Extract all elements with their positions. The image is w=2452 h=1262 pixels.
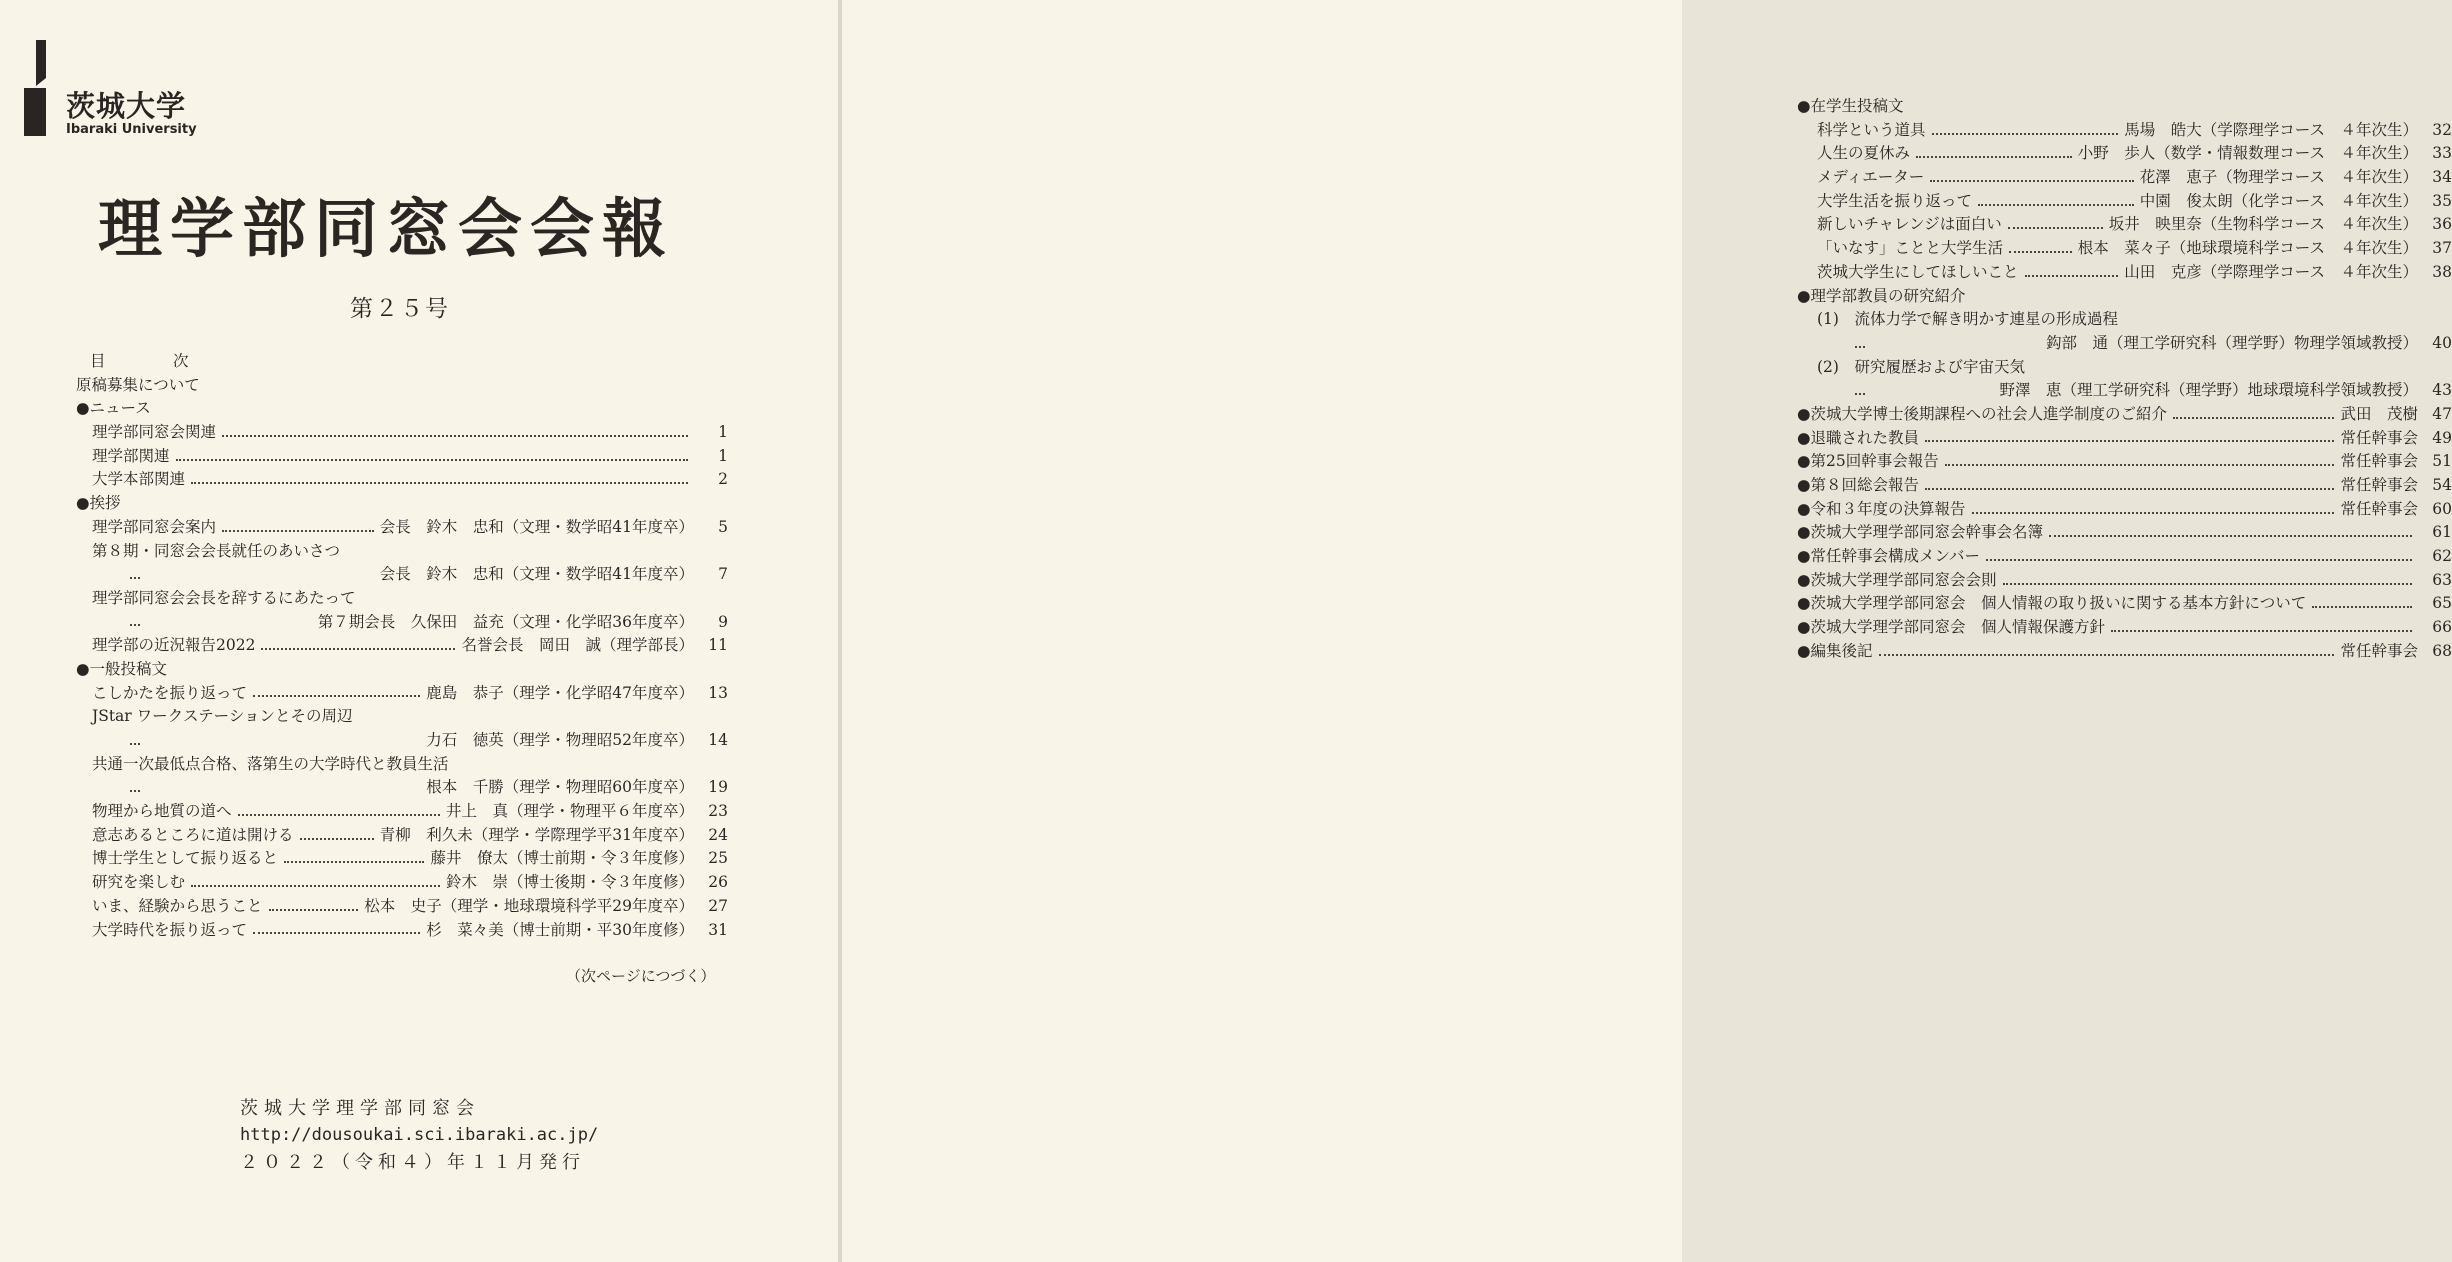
toc-entry-title: いま、経験から思うこと	[92, 896, 263, 915]
toc-entry	[76, 468, 728, 492]
toc-entry-author: 力石 徳英（理学・物理昭52年度卒）	[426, 731, 694, 749]
toc-entry-line	[92, 800, 728, 824]
toc-entry-page: 63	[2432, 570, 2452, 589]
toc-entry-page: 1	[718, 446, 728, 465]
toc-entry-author: 根本 千勝（理学・物理昭60年度卒）	[426, 778, 694, 797]
toc-entry	[76, 847, 728, 871]
toc-entry	[76, 800, 728, 824]
toc-entry-line	[1797, 521, 2452, 545]
toc-section-heading: ●在学生投稿文	[1797, 97, 1904, 115]
toc-entry	[1797, 237, 2452, 261]
toc-entry-page: 40	[2432, 333, 2452, 352]
leader-dots	[253, 695, 420, 697]
toc-entry-line	[92, 919, 728, 943]
toc-entry-line	[1797, 592, 2452, 616]
toc-entry-title: ●茨城大学理学部同窓会会則	[1797, 570, 1997, 589]
toc-item-title: 第８期・同窓会会長就任のあいさつ	[92, 541, 341, 560]
toc-entry-author: 第７期会長 久保田 益充（文理・化学昭36年度卒）	[317, 612, 694, 631]
publisher-url[interactable]: http://dousoukai.sci.ibaraki.ac.jp/	[240, 1125, 599, 1145]
toc-entry-line	[1817, 261, 2452, 285]
toc-entry-title: 物理から地質の道へ	[92, 802, 232, 821]
toc-entry-title: 博士学生として振り返ると	[92, 849, 279, 868]
toc-entry-title: 大学本部関連	[92, 470, 186, 489]
leader-dots	[2003, 583, 2412, 585]
toc-item-title: 共通一次最低点合格、落第生の大学時代と教員生活	[92, 754, 449, 773]
toc-entry-title: ●第８回総会報告	[1797, 476, 1920, 494]
toc-entry-page: 43	[2432, 381, 2452, 400]
toc-entry	[76, 682, 728, 706]
leader-dots	[130, 577, 140, 579]
toc-entry-line	[92, 611, 728, 635]
leader-dots	[1986, 559, 2412, 561]
toc-entry-author: 松本 史子（理学・地球環境科学平29年度卒）	[364, 896, 694, 915]
toc-entry-page: 49	[2432, 428, 2452, 447]
toc-entry-title: 大学時代を振り返って	[92, 920, 248, 939]
toc-entry-author: 鹿島 恭子（理学・化学昭47年度卒）	[426, 683, 694, 702]
publisher-name: 茨城大学理学部同窓会	[240, 1098, 480, 1119]
leader-dots	[269, 909, 359, 911]
toc-entry	[1797, 569, 2452, 593]
leader-dots	[253, 932, 420, 934]
toc-entry-page: 60	[2432, 499, 2452, 518]
toc-entry-page: 9	[718, 612, 728, 631]
toc-entry-author: 会長 鈴木 忠和（文理・数学昭41年度卒）	[379, 565, 694, 584]
toc-entry-page: 61	[2432, 523, 2452, 542]
toc-entry-author: 会長 鈴木 忠和（文理・数学昭41年度卒）	[379, 517, 694, 536]
leader-dots	[2009, 251, 2072, 253]
logo-text-japanese: 茨城大学	[66, 89, 187, 123]
toc-entry-page: 51	[2432, 452, 2452, 471]
toc-entry-page: 14	[708, 731, 728, 749]
toc-entry-title: ●常任幹事会構成メンバー	[1797, 547, 1980, 566]
toc-entry	[1797, 592, 2452, 616]
toc-entry	[76, 445, 728, 469]
toc-entry-author: 野澤 恵（理工学研究科（理学野）地球環境科学領域教授）	[1999, 381, 2418, 400]
toc-heading: 目 次	[90, 352, 215, 370]
toc-entry-author: 坂井 映里奈（生物科学コース ４年次生）	[2108, 215, 2418, 234]
toc-entry-line	[1797, 427, 2452, 451]
toc-entry-author: 中園 俊太朗（化学コース ４年次生）	[2139, 191, 2418, 210]
toc-item-title: JStar ワークステーションとその周辺	[92, 707, 353, 726]
toc-item: 原稿募集について	[76, 375, 200, 394]
toc-entry-line	[1817, 190, 2452, 214]
toc-entry	[76, 729, 728, 753]
toc-entry-page: 24	[708, 825, 728, 844]
toc-entry-title: メディエーター	[1817, 168, 1925, 187]
toc-entry	[1797, 521, 2452, 545]
toc-entry	[76, 895, 728, 919]
toc-entry-author: 藤井 僚太（博士前期・令３年度修）	[430, 849, 694, 868]
toc-entry-line	[92, 634, 728, 658]
toc-entry	[76, 776, 728, 800]
toc-entry-title: 理学部同窓会案内	[92, 517, 217, 536]
toc-entry	[76, 563, 728, 587]
leader-dots	[261, 648, 455, 650]
toc-entry-line	[92, 776, 728, 800]
leader-dots	[2008, 227, 2103, 229]
leader-dots	[130, 790, 140, 792]
toc-entry-title: 新しいチャレンジは面白い	[1817, 215, 2002, 234]
toc-entry-author: 名誉会長 岡田 誠（理学部長）	[461, 636, 694, 655]
toc-entry-line	[92, 895, 728, 919]
toc-entry	[1797, 332, 2452, 356]
toc-entry-page: 31	[708, 920, 728, 939]
toc-entry-page: 68	[2432, 641, 2452, 660]
leader-dots	[284, 861, 424, 863]
toc-entry-page: 54	[2432, 476, 2452, 494]
toc-entry-page: 13	[708, 683, 728, 702]
toc-section-heading: ●理学部教員の研究紹介	[1797, 286, 1966, 305]
toc-entry	[1797, 379, 2452, 403]
toc-item-title: (1) 流体力学で解き明かす連星の形成過程	[1817, 310, 2118, 329]
toc-entry-line	[1797, 450, 2452, 474]
toc-entry-line	[1817, 332, 2452, 356]
toc-entry-line	[1797, 474, 2452, 498]
toc-entry-line	[1817, 119, 2452, 143]
toc-entry	[1797, 403, 2452, 427]
toc-entry-title: 意志あるところに道は開ける	[92, 825, 294, 844]
logo-mark-icon	[22, 40, 48, 136]
toc-entry-author: 武田 茂樹	[2340, 404, 2418, 423]
leader-dots	[191, 885, 440, 887]
toc-entry-title: 「いなす」ことと大学生活	[1817, 239, 2004, 258]
toc-entry-title: ●茨城大学理学部同窓会 個人情報の取り扱いに関する基本方針について	[1797, 594, 2307, 613]
toc-entry	[1797, 616, 2452, 640]
publisher-footer	[240, 1095, 600, 1176]
toc-section-heading: ●ニュース	[76, 399, 151, 418]
toc-entry-author: 常任幹事会	[2340, 476, 2418, 494]
toc-entry-author: 杉 菜々美（博士前期・平30年度修）	[426, 920, 694, 939]
leader-dots	[176, 459, 688, 461]
toc-item-title: (2) 研究履歴および宇宙天気	[1817, 357, 2025, 376]
leader-dots	[300, 838, 374, 840]
toc-entry-line	[92, 421, 728, 445]
toc-section-heading: ●挨拶	[76, 494, 121, 513]
toc-entry	[1797, 190, 2452, 214]
toc-entry-author: 根本 菜々子（地球環境科学コース ４年次生）	[2077, 239, 2418, 258]
toc-entry-author: 小野 歩人（数学・情報数理コース ４年次生）	[2077, 144, 2418, 163]
leader-dots	[222, 435, 688, 437]
toc-entry	[1797, 166, 2452, 190]
toc-entry	[76, 919, 728, 943]
toc-entry-line	[92, 563, 728, 587]
toc-entry-line	[1817, 166, 2452, 190]
toc-entry-page: 25	[708, 849, 728, 868]
toc-entry-line	[1817, 213, 2452, 237]
toc-entry-page: 5	[718, 517, 728, 536]
toc-entry-page: 38	[2432, 262, 2452, 281]
table-of-contents-right	[1797, 95, 2452, 664]
leader-dots	[1978, 204, 2134, 206]
toc-entry-title: こしかたを振り返って	[92, 683, 248, 702]
toc-entry-author: 常任幹事会	[2340, 499, 2418, 518]
toc-entry-title: 茨城大学生にしてほしいこと	[1817, 262, 2019, 281]
toc-entry	[1797, 119, 2452, 143]
table-of-contents-left	[76, 350, 728, 942]
toc-entry-page: 26	[708, 873, 728, 892]
toc-entry-page: 65	[2432, 594, 2452, 613]
toc-entry-page: 27	[708, 896, 728, 915]
toc-entry-title: 理学部の近況報告2022	[92, 636, 256, 655]
toc-entry-line	[92, 516, 728, 540]
toc-entry	[1797, 474, 2452, 498]
toc-entry-title: 理学部関連	[92, 446, 170, 465]
toc-entry	[76, 516, 728, 540]
toc-entry	[76, 421, 728, 445]
left-page	[0, 0, 838, 1262]
toc-entry	[1797, 427, 2452, 451]
toc-entry-page: 37	[2432, 239, 2452, 258]
toc-entry-page: 23	[708, 802, 728, 821]
leader-dots	[1855, 393, 1865, 395]
toc-entry-line	[1797, 403, 2452, 427]
leader-dots	[1932, 133, 2119, 135]
leader-dots	[130, 624, 140, 626]
toc-entry-title: ●令和３年度の決算報告	[1797, 499, 1966, 518]
toc-entry-page: 62	[2432, 547, 2452, 566]
toc-entry-author: 花澤 恵子（物理学コース ４年次生）	[2139, 168, 2418, 187]
toc-entry-page: 7	[718, 565, 728, 584]
toc-entry	[76, 824, 728, 848]
toc-entry-title: 理学部同窓会関連	[92, 423, 217, 442]
toc-entry	[1797, 545, 2452, 569]
toc-entry-line	[92, 847, 728, 871]
toc-entry	[1797, 142, 2452, 166]
toc-entry-line	[1797, 640, 2452, 664]
leader-dots	[2173, 417, 2334, 419]
publish-date: ２０２２（令和４）年１１月発行	[240, 1152, 585, 1173]
toc-entry-line	[92, 729, 728, 753]
toc-entry-line	[1817, 142, 2452, 166]
toc-entry-author: 鈎部 通（理工学研究科（理学野）物理学領域教授）	[2045, 333, 2418, 352]
toc-entry-line	[92, 468, 728, 492]
toc-entry-title: 研究を楽しむ	[92, 873, 186, 892]
toc-entry-line	[1797, 498, 2452, 522]
toc-entry-title: 大学生活を振り返って	[1817, 191, 1973, 210]
toc-entry	[76, 611, 728, 635]
toc-entry	[1797, 450, 2452, 474]
toc-entry-page: 1	[718, 423, 728, 442]
toc-entry	[1797, 213, 2452, 237]
toc-entry-title: ●茨城大学理学部同窓会 個人情報保護方針	[1797, 618, 2106, 637]
toc-entry-page: 33	[2432, 144, 2452, 163]
toc-entry-title: ●退職された教員	[1797, 428, 1920, 447]
toc-entry-author: 井上 真（理学・物理平６年度卒）	[445, 802, 694, 821]
toc-entry-title: ●茨城大学理学部同窓会幹事会名簿	[1797, 523, 2044, 542]
toc-entry-title: 科学という道具	[1817, 120, 1926, 139]
toc-entry-author: 常任幹事会	[2340, 452, 2418, 471]
toc-entry-page: 2	[718, 470, 728, 489]
toc-entry-author: 馬場 皓大（学際理学コース ４年次生）	[2124, 120, 2418, 139]
right-page	[842, 0, 2452, 1262]
toc-entry	[76, 871, 728, 895]
toc-entry-page: 19	[708, 778, 728, 797]
leader-dots	[1945, 464, 2335, 466]
toc-entry-line	[1817, 379, 2452, 403]
toc-entry-page: 35	[2432, 191, 2452, 210]
university-logo	[22, 40, 222, 140]
logo-text-english: Ibaraki University	[66, 122, 197, 137]
leader-dots	[1930, 180, 2134, 182]
toc-entry-title: ●茨城大学博士後期課程への社会人進学制度のご紹介	[1797, 404, 2168, 423]
leader-dots	[2111, 630, 2412, 632]
toc-entry	[1797, 498, 2452, 522]
leader-dots	[1925, 440, 2334, 442]
leader-dots	[1925, 488, 2334, 490]
leader-dots	[238, 814, 440, 816]
newsletter-title: 理学部同窓会会報	[98, 192, 674, 267]
toc-entry-author: 青柳 利久未（理学・学際理学平31年度卒）	[379, 825, 694, 844]
toc-section-heading: ●一般投稿文	[76, 659, 168, 678]
toc-entry-line	[92, 445, 728, 469]
leader-dots	[130, 743, 140, 745]
toc-entry-page: 47	[2432, 404, 2452, 423]
toc-entry-title: ●第25回幹事会報告	[1797, 452, 1939, 471]
leader-dots	[1879, 654, 2335, 656]
leader-dots	[2049, 535, 2412, 537]
leader-dots	[2312, 606, 2412, 608]
toc-entry-line	[1797, 545, 2452, 569]
toc-entry-line	[92, 871, 728, 895]
continued-note: （次ページにつづく）	[566, 967, 716, 985]
toc-entry-line	[92, 824, 728, 848]
toc-entry-author: 常任幹事会	[2340, 428, 2418, 447]
toc-entry-page: 66	[2432, 618, 2452, 637]
toc-entry-page: 36	[2432, 215, 2452, 234]
toc-entry-author: 鈴木 崇（博士後期・令３年度修）	[445, 873, 694, 892]
toc-entry-title: 人生の夏休み	[1817, 144, 1911, 163]
toc-item-title: 理学部同窓会会長を辞するにあたって	[92, 588, 356, 607]
toc-entry	[76, 634, 728, 658]
toc-entry-line	[92, 682, 728, 706]
toc-entry-line	[1817, 237, 2452, 261]
toc-entry-title: ●編集後記	[1797, 641, 1873, 660]
toc-entry-author: 常任幹事会	[2340, 641, 2418, 660]
leader-dots	[222, 530, 374, 532]
leader-dots	[1972, 512, 2335, 514]
issue-number: 第２５号	[350, 296, 450, 322]
toc-entry-page: 34	[2432, 168, 2452, 187]
toc-entry-author: 山田 克彦（学際理学コース ４年次生）	[2124, 262, 2418, 281]
toc-entry-line	[1797, 616, 2452, 640]
toc-entry	[1797, 640, 2452, 664]
leader-dots	[191, 482, 688, 484]
leader-dots	[1855, 346, 1865, 348]
toc-entry-line	[1797, 569, 2452, 593]
leader-dots	[2025, 275, 2119, 277]
toc-entry-page: 11	[708, 636, 728, 655]
leader-dots	[1916, 156, 2072, 158]
toc-entry	[1797, 261, 2452, 285]
toc-entry-page: 32	[2432, 120, 2452, 139]
